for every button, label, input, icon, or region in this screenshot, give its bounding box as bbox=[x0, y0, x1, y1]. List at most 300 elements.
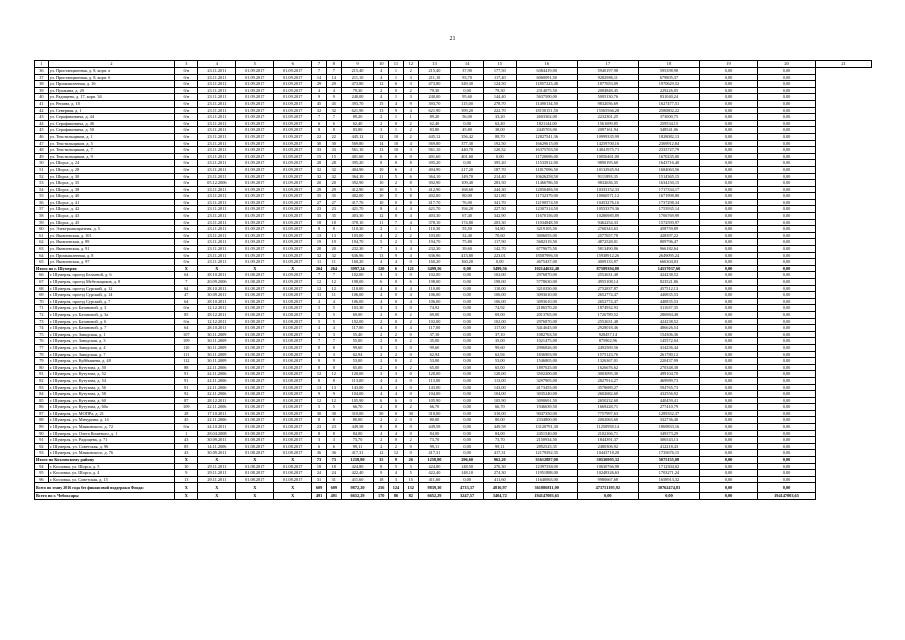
table-cell: 10630766,98 bbox=[577, 463, 638, 470]
table-cell: 0,00 bbox=[700, 371, 758, 378]
table-cell: 13 bbox=[175, 476, 198, 483]
table-cell: 259534,15 bbox=[638, 120, 699, 127]
table-cell: 23.11.2011 bbox=[198, 206, 236, 213]
table-row bbox=[35, 272, 872, 279]
table-cell: 29.11.2011 bbox=[198, 463, 236, 470]
table-cell: 22.11.2006 bbox=[198, 417, 236, 424]
table-cell: 23.11.2011 bbox=[198, 259, 236, 266]
table-cell: 01.09.2017 bbox=[236, 213, 274, 220]
table-cell: 18 bbox=[312, 463, 327, 470]
table-cell: 491 bbox=[312, 493, 327, 500]
column-number-cell: 17 bbox=[577, 61, 638, 68]
table-cell: 64 bbox=[175, 325, 198, 332]
table-cell: 1717334,17 bbox=[638, 186, 699, 193]
table-cell: 277410,79 bbox=[638, 404, 699, 411]
table-cell: 2 bbox=[374, 351, 389, 358]
table-cell: 75,80 bbox=[451, 239, 484, 246]
table-cell: 636,96 bbox=[341, 252, 374, 259]
table-cell: 1514365,15 bbox=[638, 173, 699, 180]
table-cell: 20 bbox=[312, 246, 327, 253]
table-cell: 39 bbox=[35, 87, 49, 94]
address-cell: ул. Репина, д. 18 bbox=[48, 100, 174, 107]
table-cell: 28.10.2011 bbox=[198, 298, 236, 305]
table-cell: 0,00 bbox=[700, 272, 758, 279]
table-cell: 66,70 bbox=[483, 404, 516, 411]
table-row bbox=[35, 344, 872, 351]
table-cell: 62,40 bbox=[483, 120, 516, 127]
table-cell: 0,00 bbox=[758, 140, 816, 147]
table-cell: 473,80 bbox=[341, 81, 374, 88]
table-cell: 01.09.2017 bbox=[236, 114, 274, 121]
table-cell: 3502200,00 bbox=[516, 371, 577, 378]
table-cell: 9462254,33 bbox=[577, 219, 638, 226]
table-cell: 229226,05 bbox=[638, 87, 699, 94]
column-number-cell: 1 bbox=[35, 61, 49, 68]
address-cell: ул. Шорса, д. 41 bbox=[48, 199, 174, 206]
table-cell: 72 bbox=[35, 311, 49, 318]
table-cell: 2603302,00 bbox=[516, 114, 577, 121]
address-cell: ул. Электроаппаратная, д. 5 bbox=[48, 226, 174, 233]
table-cell: 0,00 bbox=[700, 140, 758, 147]
table-cell: 0,00 bbox=[451, 430, 484, 437]
column-number-cell: 4 bbox=[198, 61, 236, 68]
table-row bbox=[35, 364, 872, 371]
table-cell: 23.11.2011 bbox=[198, 173, 236, 180]
table-cell: 18 bbox=[312, 219, 327, 226]
table-cell: 01.08.2017 bbox=[274, 417, 312, 424]
table-cell: б/н bbox=[175, 193, 198, 200]
table-cell: 109 bbox=[175, 404, 198, 411]
table-cell: 0,00 bbox=[758, 443, 816, 450]
table-cell: 30 bbox=[326, 410, 341, 417]
table-row bbox=[35, 391, 872, 398]
table-cell: 67,40 bbox=[451, 213, 484, 220]
address-cell: г. Шумерля, ул. Базановой, д. 6 bbox=[48, 318, 174, 325]
table-cell: 05.12.2006 bbox=[198, 180, 236, 187]
table-cell: 569,80 bbox=[418, 140, 451, 147]
table-cell: 6 bbox=[389, 166, 404, 173]
table-cell: 214,40 bbox=[483, 173, 516, 180]
table-cell: 417,70 bbox=[341, 199, 374, 206]
table-cell: 30762474,83 bbox=[638, 483, 699, 493]
table-cell: 3006055,00 bbox=[516, 232, 577, 239]
table-cell: 240,00 bbox=[418, 94, 451, 101]
table-cell: 11250958,14 bbox=[577, 424, 638, 431]
table-cell: X bbox=[175, 493, 198, 500]
table-cell: б/н bbox=[175, 107, 198, 114]
table-cell: 14041975,71 bbox=[577, 147, 638, 154]
table-cell: 2 bbox=[403, 133, 418, 140]
table-cell: 9 bbox=[326, 391, 341, 398]
table-cell: 0 bbox=[389, 318, 404, 325]
table-row bbox=[35, 68, 872, 75]
table-cell: 2084848,45 bbox=[577, 87, 638, 94]
table-cell: 105,90 bbox=[418, 397, 451, 404]
table-cell: б/н bbox=[175, 147, 198, 154]
table-cell: 7 bbox=[312, 338, 327, 345]
table-cell: 0 bbox=[389, 285, 404, 292]
table-cell: 82 bbox=[35, 377, 49, 384]
table-cell: б/н bbox=[175, 180, 198, 187]
table-row bbox=[35, 351, 872, 358]
table-cell: 9 bbox=[312, 358, 327, 365]
table-cell: 62,40 bbox=[418, 120, 451, 127]
table-cell: 2552631,48 bbox=[577, 318, 638, 325]
table-cell: 142,70 bbox=[483, 246, 516, 253]
table-cell: 2 bbox=[403, 364, 418, 371]
table-cell: б/н bbox=[175, 166, 198, 173]
table-cell: 0,00 bbox=[451, 338, 484, 345]
table-cell: 2 bbox=[403, 68, 418, 75]
table-cell: 01.08.2017 bbox=[274, 391, 312, 398]
table-cell: 0,00 bbox=[758, 470, 816, 477]
table-cell: 1726789,52 bbox=[577, 311, 638, 318]
table-cell: 69 bbox=[35, 292, 49, 299]
table-cell: 15 bbox=[374, 100, 389, 107]
table-cell: 217,20 bbox=[451, 166, 484, 173]
table-cell: 2586802,22 bbox=[638, 107, 699, 114]
table-cell: 2480306,92 bbox=[577, 443, 638, 450]
table-cell: 57 bbox=[35, 206, 49, 213]
table-cell: 4 bbox=[374, 232, 389, 239]
table-cell: 3 bbox=[312, 351, 327, 358]
table-cell: X bbox=[274, 457, 312, 464]
table-cell: 23.11.2011 bbox=[198, 114, 236, 121]
table-cell: 561,10 bbox=[418, 147, 451, 154]
table-cell: 99,11 bbox=[483, 443, 516, 450]
table-cell: 01.08.2017 bbox=[236, 377, 274, 384]
table-cell: 46 bbox=[35, 133, 49, 140]
table-cell: 1970629,52 bbox=[638, 81, 699, 88]
table-cell: 0,00 bbox=[700, 404, 758, 411]
table-cell: 01.08.2017 bbox=[274, 463, 312, 470]
table-cell: 01.09.2017 bbox=[236, 186, 274, 193]
table-cell: 102,00 bbox=[418, 272, 451, 279]
table-cell: 01.08.2017 bbox=[236, 397, 274, 404]
table-cell: 87 bbox=[175, 397, 198, 404]
table-cell: 29 bbox=[326, 186, 341, 193]
table-cell: 0,00 bbox=[451, 476, 484, 483]
table-cell: 5 bbox=[389, 173, 404, 180]
table-cell: 01.09.2017 bbox=[236, 81, 274, 88]
table-row bbox=[35, 259, 872, 266]
table-cell: 5682319,50 bbox=[516, 239, 577, 246]
table-cell: 310,00 bbox=[341, 410, 374, 417]
table-cell: 1258,80 bbox=[418, 457, 451, 464]
table-cell: 392,90 bbox=[418, 180, 451, 187]
table-cell: 270348,38 bbox=[638, 364, 699, 371]
table-row bbox=[35, 292, 872, 299]
table-cell: б/н bbox=[175, 81, 198, 88]
table-cell: 0,00 bbox=[758, 153, 816, 160]
table-cell: 9872,20 bbox=[341, 483, 374, 493]
table-cell: 417,31 bbox=[341, 450, 374, 457]
table-cell: 486626,54 bbox=[638, 325, 699, 332]
table-cell: 1844391,37 bbox=[577, 437, 638, 444]
table-cell: 274,30 bbox=[483, 470, 516, 477]
table-cell: 1546805,00 bbox=[516, 358, 577, 365]
table-cell: 2 bbox=[389, 180, 404, 187]
table-cell: 23.11.2011 bbox=[198, 246, 236, 253]
table-cell: 1828082,13 bbox=[638, 133, 699, 140]
address-cell: г. Шумерля, ул. МОПРа, д. 21 bbox=[48, 410, 174, 417]
table-cell: 102,00 bbox=[341, 272, 374, 279]
table-cell: 01.08.2017 bbox=[236, 424, 274, 431]
table-cell: 120,00 bbox=[418, 371, 451, 378]
table-cell: 10999335,99 bbox=[577, 133, 638, 140]
table-cell: 0 bbox=[389, 358, 404, 365]
address-cell: ул. Текстильщиков, д. 9 bbox=[48, 153, 174, 160]
table-cell: 01.08.2017 bbox=[274, 384, 312, 391]
table-cell: 3 bbox=[389, 305, 404, 312]
table-cell: 87589394,80 bbox=[577, 265, 638, 272]
table-cell: 5 bbox=[403, 470, 418, 477]
table-cell: 0,00 bbox=[700, 424, 758, 431]
table-cell: 0 bbox=[389, 120, 404, 127]
table-cell: 117,00 bbox=[418, 325, 451, 332]
table-cell: 1575123,76 bbox=[577, 351, 638, 358]
table-cell: 23.11.2011 bbox=[198, 87, 236, 94]
table-cell: 440,70 bbox=[451, 147, 484, 154]
table-cell: 296,60 bbox=[451, 457, 484, 464]
table-cell: 9 bbox=[326, 358, 341, 365]
table-cell: 01.08.2017 bbox=[236, 430, 274, 437]
table-cell: 4 bbox=[374, 74, 389, 81]
table-cell: 0,00 bbox=[700, 114, 758, 121]
table-cell: 01.09.2017 bbox=[274, 127, 312, 134]
table-cell: 0,00 bbox=[451, 397, 484, 404]
table-cell: 0 bbox=[389, 404, 404, 411]
address-cell: г. Шумерля, ул. Кутузова, д. 56 bbox=[48, 384, 174, 391]
table-cell: 0,00 bbox=[451, 285, 484, 292]
table-cell: 4173455,00 bbox=[516, 384, 577, 391]
table-cell: 0,00 bbox=[758, 371, 816, 378]
table-cell: 01.09.2017 bbox=[236, 239, 274, 246]
table-cell: 8 bbox=[403, 160, 418, 167]
table-cell: 23.11.2011 bbox=[198, 160, 236, 167]
table-cell: 0 bbox=[403, 430, 418, 437]
table-cell: 6652,29 bbox=[418, 493, 451, 500]
table-cell: 6 bbox=[312, 120, 327, 127]
table-cell: 01.08.2017 bbox=[236, 391, 274, 398]
table-cell: 4 bbox=[326, 325, 341, 332]
table-cell: 80 bbox=[35, 364, 49, 371]
table-cell: 0,00 bbox=[700, 364, 758, 371]
table-cell: 23.11.2011 bbox=[198, 199, 236, 206]
table-cell: 1 bbox=[403, 114, 418, 121]
table-cell: 01.09.2017 bbox=[236, 252, 274, 259]
table-cell: 9 bbox=[389, 107, 404, 114]
table-cell: 82 bbox=[403, 493, 418, 500]
table-cell: 4 bbox=[374, 94, 389, 101]
table-row bbox=[35, 298, 872, 305]
table-cell: 457512,13 bbox=[638, 285, 699, 292]
table-cell: 01.09.2017 bbox=[274, 206, 312, 213]
table-cell: 73,70 bbox=[483, 437, 516, 444]
table-cell: 440459,41 bbox=[638, 397, 699, 404]
table-cell: 831040,24 bbox=[638, 94, 699, 101]
table-cell: б/н bbox=[175, 226, 198, 233]
table-cell: 0,00 bbox=[700, 298, 758, 305]
table-cell: 84,00 bbox=[341, 430, 374, 437]
table-cell: 424,80 bbox=[418, 463, 451, 470]
table-cell: 0,00 bbox=[451, 351, 484, 358]
table-cell: 63 bbox=[35, 246, 49, 253]
table-cell: 56,00 bbox=[451, 114, 484, 121]
table-row bbox=[35, 450, 872, 457]
table-cell: 01.08.2017 bbox=[236, 450, 274, 457]
table-cell: 12050486,50 bbox=[516, 186, 577, 193]
table-cell: 0,00 bbox=[700, 232, 758, 239]
table-cell: 3499,56 bbox=[483, 265, 516, 272]
table-cell: 0,00 bbox=[758, 298, 816, 305]
table-cell: 17.10.2011 bbox=[198, 410, 236, 417]
address-cell: г. Шумерля, ул. Заводская, д. 7 bbox=[48, 351, 174, 358]
table-cell: 01.09.2017 bbox=[236, 180, 274, 187]
table-row bbox=[35, 305, 872, 312]
table-cell: 412,90 bbox=[341, 186, 374, 193]
table-cell: 44 bbox=[35, 120, 49, 127]
table-cell: 29.11.2011 bbox=[198, 470, 236, 477]
table-cell: 01.08.2017 bbox=[236, 338, 274, 345]
table-cell: 79,30 bbox=[483, 87, 516, 94]
column-number-cell: 19 bbox=[700, 61, 758, 68]
column-number-cell: 10 bbox=[374, 61, 389, 68]
table-cell: 7 bbox=[175, 279, 198, 286]
table-cell: 23.11.2011 bbox=[198, 100, 236, 107]
table-cell: 0,00 bbox=[758, 239, 816, 246]
table-cell: 36 bbox=[35, 68, 49, 75]
table-cell: 0,00 bbox=[451, 331, 484, 338]
table-cell: 35612887,00 bbox=[516, 457, 577, 464]
table-cell: 4 bbox=[389, 430, 404, 437]
table-cell: 395,20 bbox=[483, 160, 516, 167]
table-cell: 3 bbox=[389, 246, 404, 253]
address-cell: ул. Радищева, д. 17, корп. 34 bbox=[48, 94, 174, 101]
table-cell: 1 bbox=[389, 94, 404, 101]
table-cell: 79 bbox=[35, 358, 49, 365]
table-cell: 0,00 bbox=[758, 133, 816, 140]
table-cell: 110 bbox=[175, 344, 198, 351]
column-number-cell: 18 bbox=[638, 61, 699, 68]
table-cell: 54 bbox=[35, 186, 49, 193]
table-cell: 7 bbox=[326, 68, 341, 75]
table-row bbox=[35, 331, 872, 338]
table-cell: 364,10 bbox=[341, 173, 374, 180]
table-cell: 01.08.2017 bbox=[236, 292, 274, 299]
table-cell: 393,70 bbox=[341, 100, 374, 107]
table-cell: 5637500,00 bbox=[516, 94, 577, 101]
table-cell: X bbox=[198, 483, 236, 493]
table-cell: 29 bbox=[326, 81, 341, 88]
table-cell: 01.09.2017 bbox=[274, 107, 312, 114]
table-cell: 29 bbox=[312, 186, 327, 193]
table-cell: 106,00 bbox=[341, 298, 374, 305]
table-cell: 0,00 bbox=[700, 311, 758, 318]
table-cell: 3 bbox=[389, 344, 404, 351]
table-cell: 6 bbox=[389, 397, 404, 404]
table-cell: 0,00 bbox=[700, 391, 758, 398]
table-cell: 0,00 bbox=[700, 377, 758, 384]
table-cell: 0,00 bbox=[700, 87, 758, 94]
table-cell: 55,40 bbox=[341, 331, 374, 338]
table-cell: 636,96 bbox=[418, 252, 451, 259]
table-cell: б/н bbox=[175, 153, 198, 160]
table-cell: 356,42 bbox=[451, 133, 484, 140]
table-cell: 4733,37 bbox=[451, 483, 484, 493]
table-cell: 0,00 bbox=[700, 173, 758, 180]
table-cell: 120,00 bbox=[483, 371, 516, 378]
table-cell: 28 bbox=[312, 160, 327, 167]
table-cell: 393,70 bbox=[418, 100, 451, 107]
address-cell: ул. Шорса, д. 24 bbox=[48, 160, 174, 167]
address-cell: ул. Шорса, д. 45 bbox=[48, 219, 174, 226]
table-cell: 2 bbox=[403, 120, 418, 127]
table-cell: 170 bbox=[374, 493, 389, 500]
table-cell: 0,00 bbox=[451, 292, 484, 299]
table-cell: 28.10.2011 bbox=[198, 325, 236, 332]
table-cell: 0 bbox=[389, 311, 404, 318]
table-cell: 31 bbox=[312, 476, 327, 483]
table-cell: 2 bbox=[403, 404, 418, 411]
table-cell: 13 bbox=[312, 232, 327, 239]
table-cell: 7 bbox=[389, 219, 404, 226]
table-cell: 10132945,94 bbox=[577, 166, 638, 173]
table-cell: 30.09.2011 bbox=[198, 292, 236, 299]
table-cell: 12397338,00 bbox=[516, 463, 577, 470]
table-cell: 13 bbox=[326, 384, 341, 391]
table-cell: 148,50 bbox=[451, 463, 484, 470]
table-cell: 45 bbox=[326, 100, 341, 107]
table-cell: 0 bbox=[403, 417, 418, 424]
table-cell: 3 bbox=[326, 331, 341, 338]
table-cell: 458759,89 bbox=[638, 226, 699, 233]
table-cell: 9832636,35 bbox=[577, 180, 638, 187]
table-cell: 3 bbox=[389, 272, 404, 279]
table-cell: б/н bbox=[175, 206, 198, 213]
table-cell: 0,00 bbox=[700, 120, 758, 127]
table-cell: 5813490,86 bbox=[577, 246, 638, 253]
table-cell: 3 bbox=[326, 437, 341, 444]
table-cell: 18587996,50 bbox=[516, 252, 577, 259]
table-cell: 449,58 bbox=[483, 424, 516, 431]
table-cell: 22.11.2006 bbox=[198, 404, 236, 411]
table-cell: 0,00 bbox=[758, 364, 816, 371]
table-cell: 0 bbox=[389, 298, 404, 305]
table-cell: 0,00 bbox=[451, 377, 484, 384]
table-cell: 4 bbox=[403, 206, 418, 213]
table-cell: 14 bbox=[312, 74, 327, 81]
table-cell: 4 bbox=[374, 377, 389, 384]
column-number-cell: 3 bbox=[175, 61, 198, 68]
table-row bbox=[35, 417, 872, 424]
table-cell: 01.09.2017 bbox=[274, 100, 312, 107]
table-cell: 132 bbox=[403, 483, 418, 493]
table-cell: 1706769,99 bbox=[638, 213, 699, 220]
table-cell: 14.11.2006 bbox=[198, 443, 236, 450]
table-cell: 4 bbox=[312, 298, 327, 305]
table-cell: 240,00 bbox=[341, 94, 374, 101]
table-cell: 3297905,00 bbox=[516, 377, 577, 384]
table-cell: 14557037,60 bbox=[638, 265, 699, 272]
table-cell: 0,00 bbox=[758, 232, 816, 239]
address-cell: ул. Шорса, д. 43 bbox=[48, 213, 174, 220]
table-cell: 01.08.2017 bbox=[236, 325, 274, 332]
table-cell: 54,80 bbox=[483, 226, 516, 233]
table-cell: 2232301,25 bbox=[577, 114, 638, 121]
table-cell: 0,00 bbox=[700, 331, 758, 338]
table-cell: 30.11.2009 bbox=[198, 331, 236, 338]
